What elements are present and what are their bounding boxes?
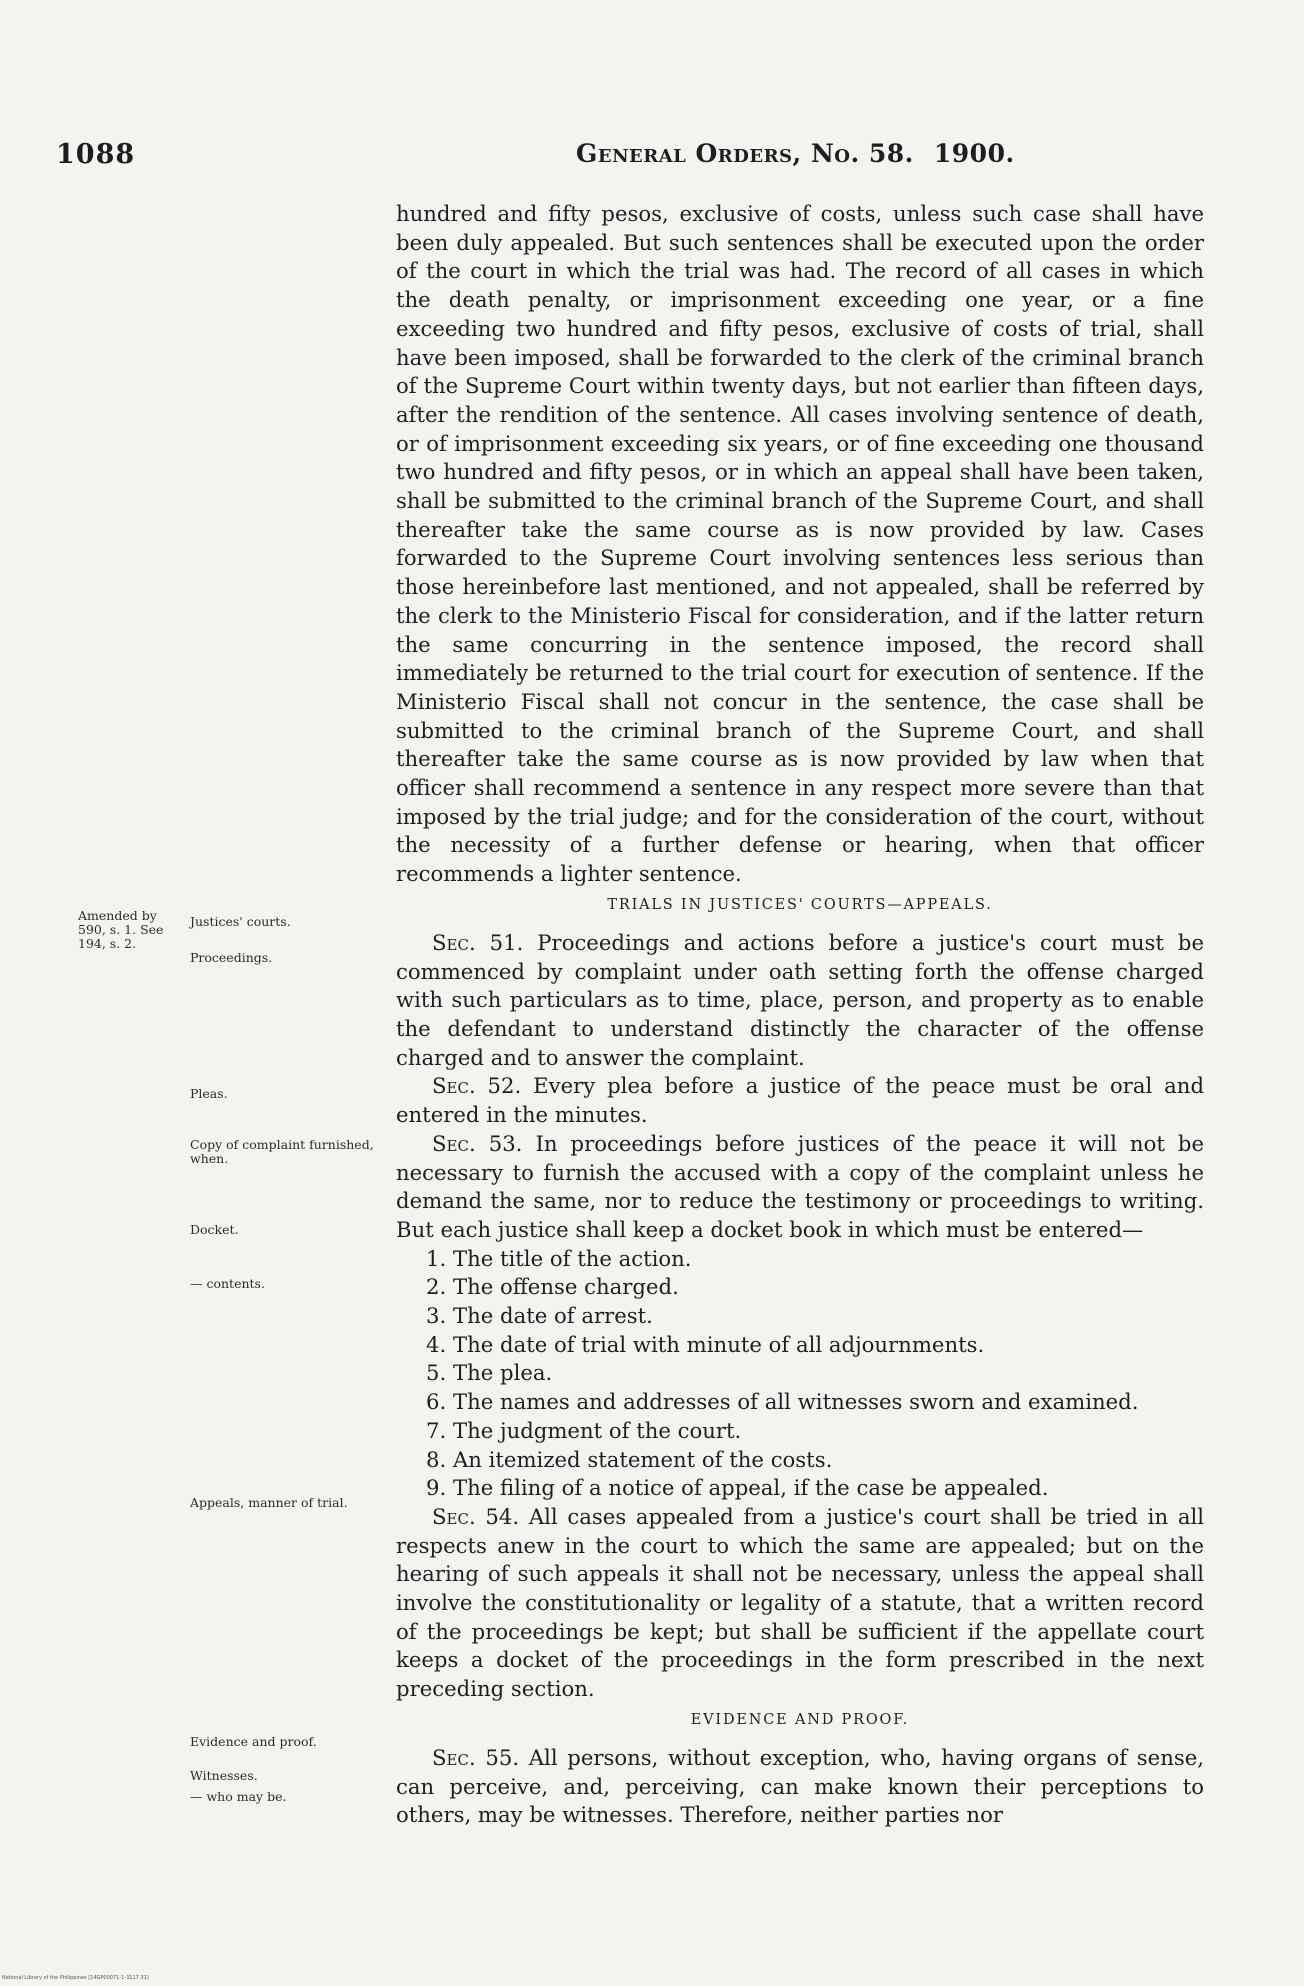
margin-note-amended: Amended by 590, s. 1. See 194, s. 2.	[78, 908, 164, 951]
list-item: 3. The date of arrest.	[426, 1303, 653, 1329]
list-item: 4. The date of trial with minute of all adjournments.	[426, 1331, 985, 1357]
section-52-label: Sec. 52.	[432, 1073, 522, 1099]
scan-footer: National Library of the Philippines [14GP00071-1-3117 31]	[2, 1975, 149, 1981]
section-54	[396, 1503, 1204, 1704]
running-title-year: 1900.	[933, 139, 1015, 168]
margin-note-copy-complaint: Copy of complaint furnished, when.	[190, 1137, 374, 1166]
section-54-label: Sec. 54.	[432, 1503, 520, 1529]
section-52	[396, 1072, 1204, 1129]
list-item: 7. The judgment of the court.	[426, 1417, 742, 1443]
margin-note-evidence: Evidence and proof.	[190, 1734, 317, 1749]
running-title	[576, 139, 1015, 168]
section-53-text: In proceedings before justices of the peace it will not be necessary to furnish the accused with a copy of the complaint unless he demand the same, nor to reduce the testimony or proceedings to writing. But each justice shall keep a docket book in which must be entered—	[396, 1130, 1204, 1242]
opening-paragraph: hundred and fifty pesos, exclusive of costs, unless such case shall have been duly appealed. But such sentences shall be executed upon the order of the court in which the trial was had. The record of all cases in which the death penalty, or imprisonment exceeding one year, or a fine exceeding two hundred and fifty pesos, exclusive of costs of trial, shall have been imposed, shall be forwarded to the clerk of the criminal branch of the Supreme Court within twenty days, but not earlier than fifteen days, after the rendition of the sentence. All cases involving sentence of death, or of imprisonment exceeding six years, or of fine exceeding one thousand two hundred and fifty pesos, or in which an appeal shall have been taken, shall be submitted to the criminal branch of the Supreme Court, and shall thereafter take the same course as is now provided by law. Cases forwarded to the Supreme Court involving sentences less serious than those hereinbefore last mentioned, and not appealed, shall be referred by the clerk to the Ministerio Fiscal for consideration, and if the latter return the same concurring in the sentence imposed, the record shall immediately be returned to the trial court for execution of sentence. If the Ministerio Fiscal shall not concur in the sentence, the case shall be submitted to the criminal branch of the Supreme Court, and shall thereafter take the same course as is now provided by law when that officer shall recommend a sentence in any respect more severe than that imposed by the trial judge; and for the consideration of the court, without the necessity of a further defense or hearing, when that officer recommends a lighter sentence.	[396, 201, 1204, 887]
margin-note-pleas: Pleas.	[190, 1086, 228, 1101]
section-53	[396, 1130, 1204, 1245]
margin-note-appeals: Appeals, manner of trial.	[190, 1495, 348, 1510]
margin-note-who-may-be: — who may be.	[190, 1789, 287, 1804]
section-55-label: Sec. 55.	[432, 1744, 520, 1770]
page-header	[56, 139, 1206, 179]
list-item: 1. The title of the action.	[426, 1245, 692, 1271]
heading-trials-justices-courts: TRIALS IN JUSTICES' COURTS—APPEALS.	[607, 896, 993, 913]
list-item: 2. The offense charged.	[426, 1274, 679, 1300]
running-title-text: General Orders, No. 58.	[576, 139, 914, 168]
margin-note-docket: Docket.	[190, 1222, 239, 1237]
section-51-text: Proceedings and actions before a justice's court must be commenced by complaint under oath setting forth the offense charged with such particulars as to time, place, person, and property as to enable the defendant to understand distinctly the character of the offense charged and to answer the complaint.	[396, 929, 1205, 1070]
margin-note-witnesses: Witnesses.	[190, 1768, 258, 1783]
section-52-text: Every plea before a justice of the peace must be oral and entered in the minutes.	[396, 1073, 1205, 1128]
docket-contents-list	[396, 1245, 1204, 1503]
section-53-label: Sec. 53.	[432, 1130, 523, 1156]
list-item: 8. An itemized statement of the costs.	[426, 1446, 833, 1472]
section-54-text: All cases appealed from a justice's court shall be tried in all respects anew in the court to which the same are appealed; but on the hearing of such appeals it shall not be necessary, unless the appeal shall involve the constitutionality or legality of a statute, that a written record of the proceedings be kept; but shall be sufficient if the appellate court keeps a docket of the proceedings in the form prescribed in the next preceding section.	[396, 1503, 1204, 1702]
main-text	[396, 200, 1204, 1830]
list-item: 9. The filing of a notice of appeal, if the case be appealed.	[426, 1475, 1049, 1501]
page-number: 1088	[56, 139, 136, 170]
margin-note-proceedings: Proceedings.	[190, 950, 273, 965]
margin-note-contents: — contents.	[190, 1276, 265, 1291]
list-item: 5. The plea.	[426, 1360, 553, 1386]
section-51-label: Sec. 51.	[432, 929, 524, 955]
heading-evidence-and-proof: EVIDENCE AND PROOF.	[690, 1711, 910, 1728]
section-55-text: All persons, without exception, who, having organs of sense, can perceive, and, perceiving, can make known their perceptions to others, may be witnesses. Therefore, neither parties nor	[396, 1744, 1204, 1828]
margin-note-justices-courts: Justices' courts.	[190, 914, 291, 929]
section-51	[396, 929, 1204, 1073]
list-item: 6. The names and addresses of all witnesses sworn and examined.	[426, 1389, 1139, 1415]
section-55	[396, 1744, 1204, 1830]
